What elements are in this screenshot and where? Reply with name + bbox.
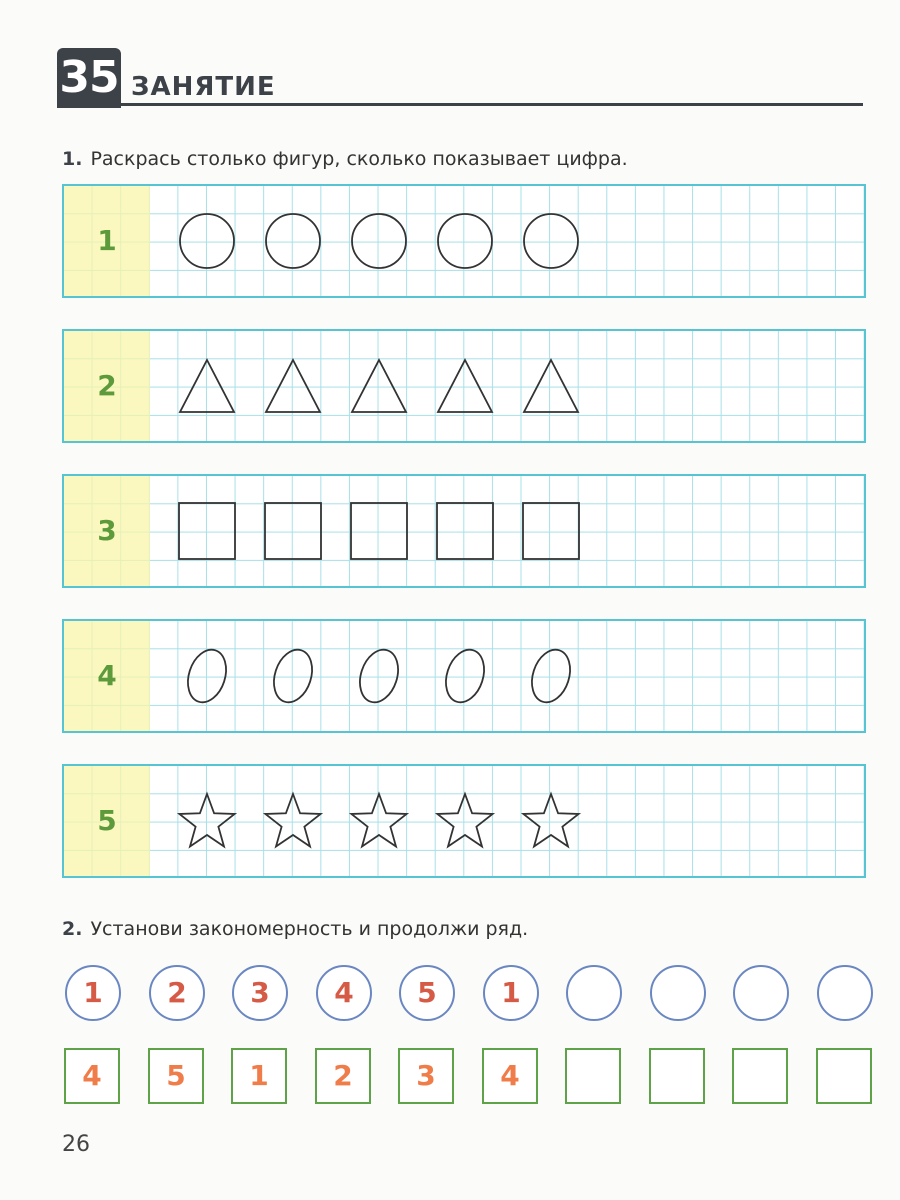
circle-shape[interactable] bbox=[434, 210, 496, 272]
square-shape[interactable] bbox=[348, 500, 410, 562]
star-shape[interactable] bbox=[348, 790, 410, 852]
sequence-circle: 1 bbox=[483, 965, 539, 1021]
task-1-grid-row bbox=[62, 474, 866, 588]
sequence-square-empty[interactable] bbox=[732, 1048, 788, 1104]
triangle-shape[interactable] bbox=[176, 355, 238, 417]
circle-shape[interactable] bbox=[262, 210, 324, 272]
oval-shape[interactable] bbox=[262, 645, 324, 707]
star-shape[interactable] bbox=[520, 790, 582, 852]
circle-shape[interactable] bbox=[176, 210, 238, 272]
sequence-circle: 3 bbox=[232, 965, 288, 1021]
sequence-square-empty[interactable] bbox=[649, 1048, 705, 1104]
sequence-square: 2 bbox=[315, 1048, 371, 1104]
sequence-circle-empty[interactable] bbox=[733, 965, 789, 1021]
task-1-grid-row bbox=[62, 764, 866, 878]
task-1-title bbox=[62, 148, 628, 170]
star-shape[interactable] bbox=[262, 790, 324, 852]
sequence-circle-empty[interactable] bbox=[817, 965, 873, 1021]
oval-shape[interactable] bbox=[520, 645, 582, 707]
triangle-shape[interactable] bbox=[520, 355, 582, 417]
triangle-shape[interactable] bbox=[434, 355, 496, 417]
sequence-square: 5 bbox=[148, 1048, 204, 1104]
row-digit: 3 bbox=[97, 514, 117, 547]
sequence-circle-empty[interactable] bbox=[566, 965, 622, 1021]
oval-shape[interactable] bbox=[434, 645, 496, 707]
circle-shape[interactable] bbox=[520, 210, 582, 272]
sequence-square-empty[interactable] bbox=[565, 1048, 621, 1104]
square-shape[interactable] bbox=[262, 500, 324, 562]
task-2-number: 2. bbox=[62, 918, 83, 940]
sequence-circle-empty[interactable] bbox=[650, 965, 706, 1021]
sequence-circle: 1 bbox=[65, 965, 121, 1021]
lesson-header bbox=[57, 48, 867, 108]
task-1-grid-row bbox=[62, 184, 866, 298]
square-shape[interactable] bbox=[520, 500, 582, 562]
row-digit: 2 bbox=[97, 369, 117, 402]
task-1-grid-row bbox=[62, 329, 866, 443]
oval-shape[interactable] bbox=[348, 645, 410, 707]
sequence-square: 4 bbox=[64, 1048, 120, 1104]
lesson-number-badge: 35 bbox=[57, 48, 121, 108]
task-2-title bbox=[62, 918, 528, 940]
row-digit: 5 bbox=[97, 804, 117, 837]
sequence-square: 3 bbox=[398, 1048, 454, 1104]
triangle-shape[interactable] bbox=[348, 355, 410, 417]
star-shape[interactable] bbox=[176, 790, 238, 852]
header-rule bbox=[121, 103, 863, 106]
square-shape[interactable] bbox=[176, 500, 238, 562]
task-1-grid-row bbox=[62, 619, 866, 733]
sequence-square: 4 bbox=[482, 1048, 538, 1104]
row-digit: 4 bbox=[97, 659, 117, 692]
task-1-text: Раскрась столько фигур, сколько показывает цифра. bbox=[90, 148, 628, 170]
task-2-text: Установи закономерность и продолжи ряд. bbox=[90, 918, 529, 940]
triangle-shape[interactable] bbox=[262, 355, 324, 417]
sequence-square: 1 bbox=[231, 1048, 287, 1104]
oval-shape[interactable] bbox=[176, 645, 238, 707]
sequence-square-empty[interactable] bbox=[816, 1048, 872, 1104]
lesson-title: ЗАНЯТИЕ bbox=[131, 72, 276, 102]
sequence-circle: 4 bbox=[316, 965, 372, 1021]
star-shape[interactable] bbox=[434, 790, 496, 852]
row-digit: 1 bbox=[97, 224, 117, 257]
circle-shape[interactable] bbox=[348, 210, 410, 272]
sequence-circle: 2 bbox=[149, 965, 205, 1021]
square-shape[interactable] bbox=[434, 500, 496, 562]
page-number: 26 bbox=[62, 1132, 90, 1157]
sequence-circle: 5 bbox=[399, 965, 455, 1021]
task-1-number: 1. bbox=[62, 148, 83, 170]
